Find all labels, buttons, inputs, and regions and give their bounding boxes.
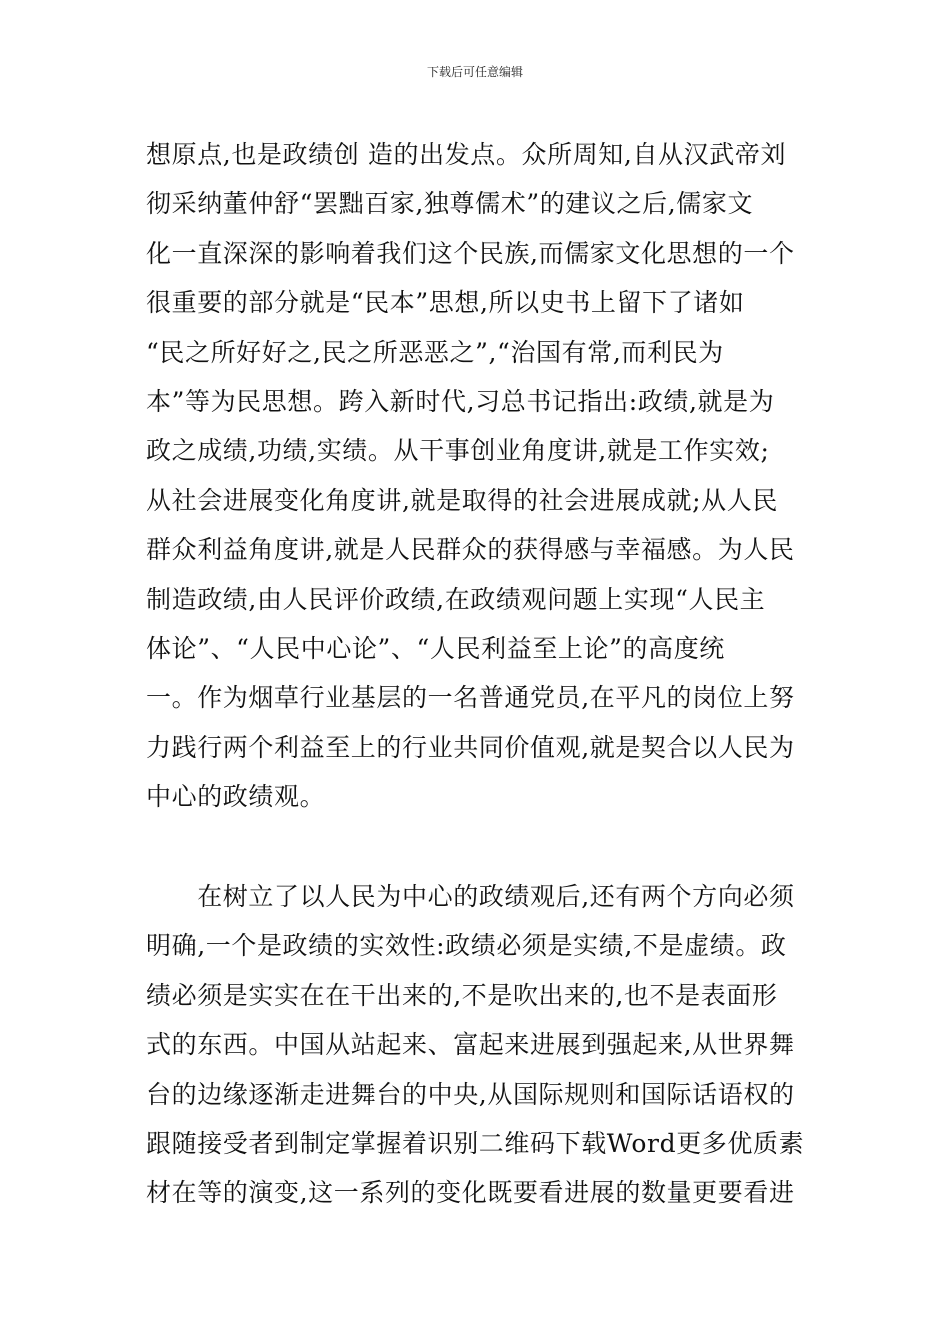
page-header: 下载后可任意编辑	[426, 65, 523, 79]
text-line: 想原点,也是政绩创 造的出发点。众所周知,自从汉武帝刘	[146, 140, 787, 169]
paragraph-2	[146, 872, 816, 1218]
text-line: 材在等的演变,这一系列的变化既要看进展的数量更要看进	[146, 1178, 795, 1208]
text-line: 彻采纳董仲舒“罢黜百家,独尊儒术”的建议之后,儒家文	[146, 189, 754, 219]
text-line: 政之成绩,功绩,实绩。从干事创业角度讲,就是工作实效;	[146, 436, 770, 466]
text-line: 在树立了以人民为中心的政绩观后,还有两个方向必须	[146, 882, 795, 911]
text-line: 群众利益角度讲,就是人民群众的获得感与幸福感。为人民	[146, 535, 795, 565]
text-line: 明确,一个是政绩的实效性:政绩必须是实绩,不是虚绩。政	[146, 931, 787, 961]
text-line: 一。作为烟草行业基层的一名普通党员,在平凡的岗位上努	[146, 683, 795, 713]
text-line: “民之所好好之,民之所恶恶之”,“治国有常,而利民为	[146, 337, 724, 367]
text-line: 力践行两个利益至上的行业共同价值观,就是契合以人民为	[146, 732, 795, 762]
text-line: 制造政绩,由人民评价政绩,在政绩观问题上实现“人民主	[146, 584, 766, 614]
text-line: 很重要的部分就是“民本”思想,所以史书上留下了诸如	[146, 288, 745, 318]
text-line: 体论”、“人民中心论”、“人民利益至上论”的高度统	[146, 633, 725, 663]
text-line: 绩必须是实实在在干出来的,不是吹出来的,也不是表面形	[146, 980, 778, 1010]
text-line: 本”等为民思想。跨入新时代,习总书记指出:政绩,就是为	[146, 386, 775, 416]
text-line: 跟随接受者到制定掌握着识别二维码下载Word更多优质素	[146, 1128, 805, 1158]
text-line: 从社会进展变化角度讲,就是取得的社会进展成就;从人民	[146, 485, 778, 515]
text-line: 式的东西。中国从站起来、富起来进展到强起来,从世界舞	[146, 1030, 795, 1060]
text-line: 台的边缘逐渐走进舞台的中央,从国际规则和国际话语权的	[146, 1079, 795, 1109]
text-line: 化一直深深的影响着我们这个民族,而儒家文化思想的一个	[146, 238, 795, 268]
text-line: 中心的政绩观。	[146, 782, 326, 812]
paragraph-1	[146, 130, 816, 821]
